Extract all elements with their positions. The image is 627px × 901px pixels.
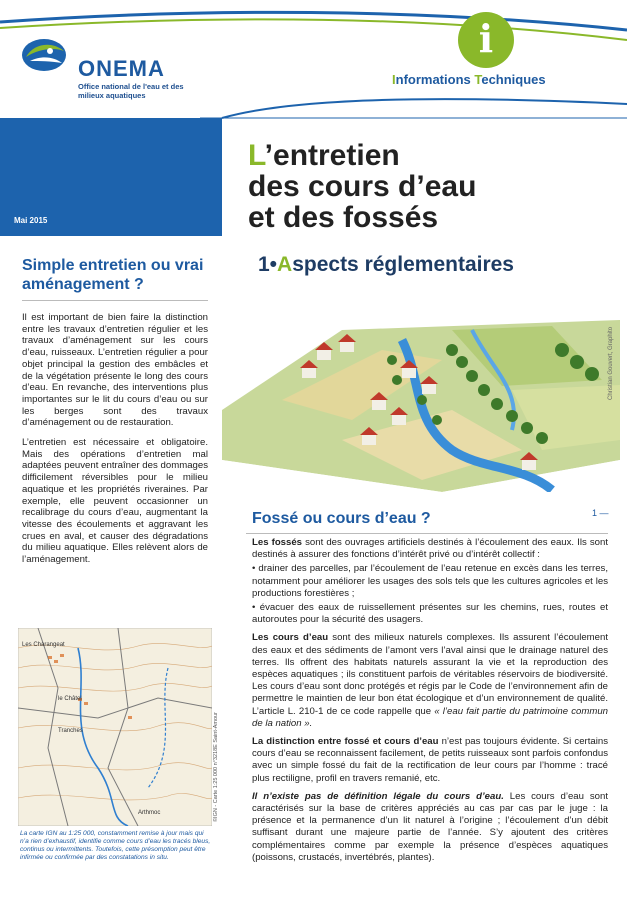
side-paragraph-1: Il est important de bien faire la distinction entre les travaux d’entretien régulier et les travaux d’aménagement sur les cours d’eau, ruisseaux. L’entretien régulier a pour objet principal la gestion des embâcles et de la végétation présente le long des cours d’eau. En revanche, des interventions plus importantes sur le lit du cours d’eau ou sur les berges sont des travaux d’aménagement ou de restauration. [22,312,208,429]
section-body [252,537,608,870]
org-name: ONEMA [78,56,165,81]
series-title: Informations Techniques [392,72,546,87]
side-divider [22,300,208,301]
onema-logo-icon [20,35,72,75]
paragraph-distinction: La distinction entre fossé et cours d’eau n’est pas toujours évidente. Si certains cours d’eau se reconnaissent facilement, de petits ruisseaux sont parfois confondus avec un simple fossé du fait de la rectification de leur cours par l’homme : tracé plus rectiligne, profil en travers remanié, etc. [252,736,608,784]
section-heading: Fossé ou cours d’eau ? [252,510,431,527]
side-heading: Simple entretien ou vrai aménagement ? [22,257,204,293]
paragraph-definition: Il n’existe pas de définition légale du cours d’eau. Les cours d’eau sont caractérisés sur la base de critères appréciés au cas par cas par le juge : la présence et la permanence d’un lit naturel à l’origine ; l’écoulement d’un débit suffisant durant une majeure partie de l’année. S’y ajoutent des critères complémentaires comme par exemple la présence d’espèces aquatiques (poissons, crustacés, invertébrés, plantes). [252,790,608,863]
map-label: le Châtel [58,696,82,702]
side-body [22,312,208,574]
paragraph-fosses: Les fossés sont des ouvrages artificiels destinés à l’écoulement des eaux. Ils sont destinés à assurer des fonctions d’intérêt privé ou d’intérêt collectif : [252,537,608,561]
bullet-drainer: • drainer des parcelles, par l’écoulement de l’eau retenue en excès dans les terres, notamment pour améliorer les usages des sols tels que les cultures agricoles et les productions forestières ; [252,563,608,599]
illustration-credit: Christian Gouvert, Graphito [608,326,614,400]
paragraph-cours-eau: Les cours d’eau sont des milieux naturels complexes. Ils assurent l’écoulement des eaux et des sédiments de l’amont vers l’aval ainsi que le drainage naturel des terres. Ils offrent des habitats naturels assurant la vie et la reproduction des espèces aquatiques ; ils constituent parfois de véritables réservoirs de biodiversité. Les cours d’eau sont donc protégés et régis par le Code de l’environnement afin de permettre le maintien de leur bon état écologique et d’un environnement de qualité. L’article L. 210-1 de ce code rappelle que « l’eau fait partie du patrimoine commun de la nation ». [252,632,609,729]
landscape-illustration [222,290,620,492]
section-divider [246,533,608,534]
side-paragraph-2: L’entretien est nécessaire et obligatoire. Mais des opérations d’entretien mal adaptées peuvent entraîner des dommages difficilement réversibles pour le milieu aquatique et les propriétés riveraines. Par exemple, elle peuvent occasionner un recalibrage du cours d’eau, augmentant la vitesse des écoulements et aggravant les crues en aval, et causer des dégradations du milieu aquatique. Elles relèvent alors de l’aménagement. [22,437,208,566]
page-subtitle: 1•Aspects réglementaires [258,253,514,276]
info-badge-icon: i [458,12,514,68]
bullet-evacuer: • évacuer des eaux de ruissellement présentes sur les chemins, rues, routes et autoroutes pour la sécurité des usagers. [252,602,608,626]
page-number: 1 — [592,508,609,518]
map-label: Les Charangeat [22,642,65,648]
org-subtitle: Office national de l'eau et des milieux aquatiques [78,82,184,100]
topographic-map [18,628,212,826]
page-title: L’entretien des cours d’eau et des fossés [248,139,477,234]
publication-date: Mai 2015 [14,216,48,225]
map-label: Arthmoc [138,810,161,816]
map-caption: La carte IGN au 1:25 000, constamment remise à jour mais qui n’a rien d’exhaustif, identifie comme cours d’eau les tracés bleus, continus ou intermittents. Toutefois, cette présomption peut être infirmée ou confirmée par des constatations in situ. [20,830,211,861]
map-label: Tranches [58,728,83,734]
map-credit: ©IGN - Carte 1:25 000 n°3218E Saint-Amour [213,712,219,822]
